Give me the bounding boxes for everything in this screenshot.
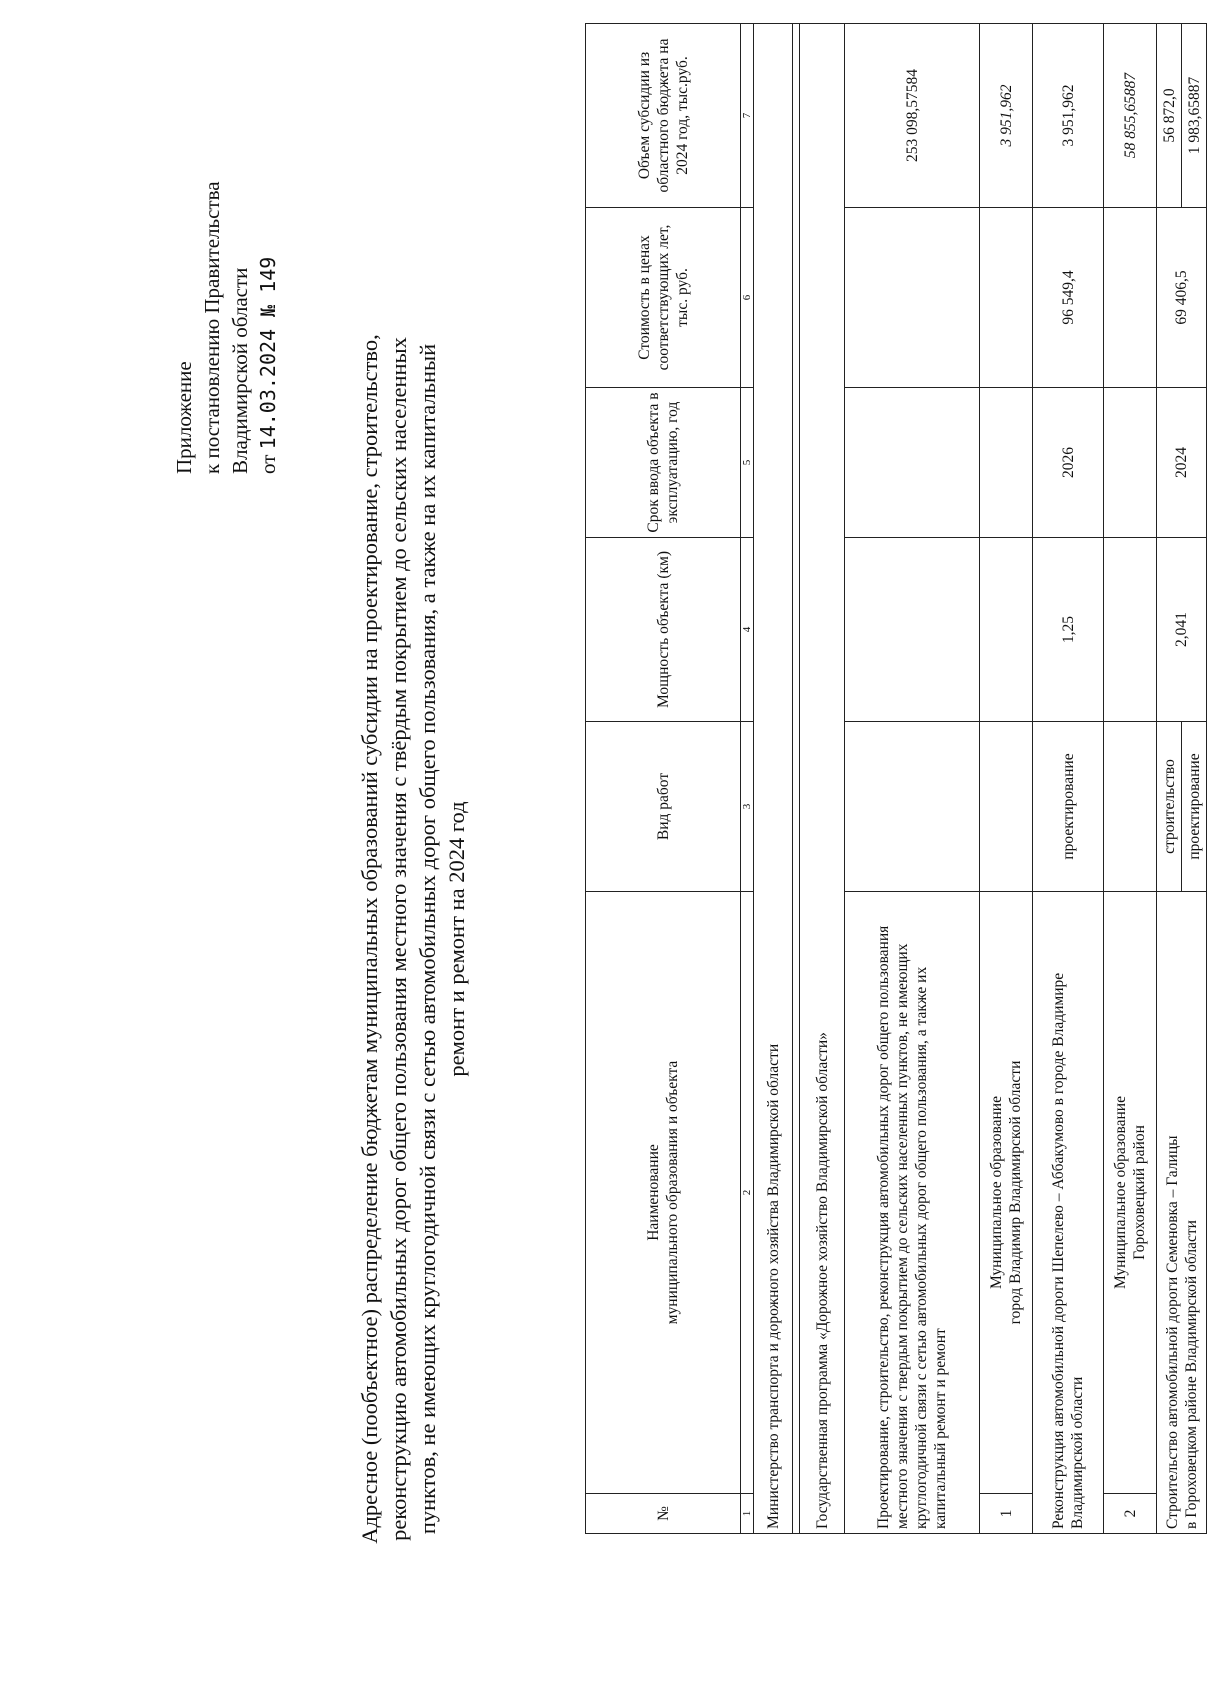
object-name: [1157, 892, 1207, 1534]
object-name-line-1: Строительство автомобильной дороги Семеновка – Галицы: [1163, 1135, 1181, 1529]
column-index: 1: [741, 1494, 754, 1534]
header-term: Срок ввода объекта в эксплуатацию, год: [586, 388, 741, 538]
municipality-name-line-2: Гороховецкий район: [1131, 1125, 1148, 1260]
approval-date: [254, 54, 282, 474]
object-subsidy: 1 983,65887: [1182, 24, 1207, 208]
municipality-num: 1: [980, 1494, 1033, 1534]
object-work: проектирование: [1182, 722, 1207, 892]
object-power: 1,25: [1033, 538, 1104, 722]
municipality-name-line-1: Муниципальное образование: [1112, 1096, 1129, 1289]
total-power: [845, 538, 980, 722]
document-title: [355, 219, 471, 1659]
municipality-name: [1104, 892, 1157, 1494]
municipality-term: [980, 388, 1033, 538]
object-term: 2024: [1157, 388, 1207, 538]
municipality-name: [980, 892, 1033, 1494]
approval-date-number: 14.03.2024 № 149: [256, 256, 280, 450]
object-term: 2026: [1033, 388, 1104, 538]
object-row-2a: [1157, 24, 1182, 1534]
table-header-row: [586, 24, 741, 1534]
object-name: Реконструкция автомобильной дороги Шепелево – Аббакумово в городе Владимире Владимирской области: [1033, 892, 1104, 1534]
municipality-term: [1104, 388, 1157, 538]
header-num: №: [586, 1494, 741, 1534]
approval-line-1: Приложение: [172, 361, 196, 474]
municipality-power: [980, 538, 1033, 722]
municipality-row-2: [1104, 24, 1157, 1534]
title-line-1: Адресное (пообъектное) распределение бюджетам муниципальных образований субсидии на проектирование, строительство,: [357, 334, 382, 1544]
separator-cell: [793, 24, 800, 1534]
municipality-name-line-2: город Владимир Владимирской области: [1007, 1060, 1024, 1325]
approval-line-2: к постановлению Правительства: [200, 181, 224, 474]
municipality-power: [1104, 538, 1157, 722]
program-name: Государственная программа «Дорожное хозяйство Владимирской области»: [800, 24, 845, 1534]
approval-line-3: Владимирской области: [228, 267, 252, 474]
object-name-line-2: в Гороховецком районе Владимирской области: [1182, 1220, 1200, 1529]
header-name-line-2: муниципального образования и объекта: [664, 1060, 681, 1325]
column-index: 6: [741, 208, 754, 388]
header-name-line-1: Наименование: [645, 1144, 662, 1241]
object-work: строительство: [1157, 722, 1182, 892]
municipality-subsidy: 58 855,65887: [1104, 24, 1157, 208]
municipality-cost: [1104, 208, 1157, 388]
ministry-row: [754, 24, 793, 1534]
title-line-3: пунктов, не имеющих круглогодичной связи с сетью автомобильных дорог общего пользования, а также на их капитальный: [415, 343, 440, 1535]
municipality-work: [1104, 722, 1157, 892]
column-index: 2: [741, 892, 754, 1494]
total-row: [845, 24, 980, 1534]
header-work: Вид работ: [586, 722, 741, 892]
municipality-num: 2: [1104, 1494, 1157, 1534]
column-index: 4: [741, 538, 754, 722]
title-line-2: реконструкцию автомобильных дорог общего пользования местного значения с твёрдым покрытием до сельских населенных: [386, 337, 411, 1541]
total-cost: [845, 208, 980, 388]
object-row-1: [1033, 24, 1104, 1534]
column-index: 7: [741, 24, 754, 208]
approval-date-prefix: от: [256, 454, 280, 474]
total-subsidy: 253 098,57584: [845, 24, 980, 208]
column-index: 3: [741, 722, 754, 892]
header-cost: Стоимость в ценах соответствующих лет, тыс. руб.: [586, 208, 741, 388]
object-power: 2,041: [1157, 538, 1207, 722]
municipality-work: [980, 722, 1033, 892]
total-description: Проектирование, строительство, реконструкция автомобильных дорог общего пользования местного значения с твердым покрытием до сельских населенных пунктов, не имеющих круглогодичной связи с сетью автомобильных дорог общего пользования, а также их капитальный ремонт и ремонт: [845, 892, 980, 1534]
column-index: 5: [741, 388, 754, 538]
approval-block: [170, 54, 282, 474]
total-term: [845, 388, 980, 538]
municipality-cost: [980, 208, 1033, 388]
object-cost: 69 406,5: [1157, 208, 1207, 388]
object-work: проектирование: [1033, 722, 1104, 892]
object-subsidy: 3 951,962: [1033, 24, 1104, 208]
total-work: [845, 722, 980, 892]
municipality-name-line-1: Муниципальное образование: [988, 1096, 1005, 1289]
column-index-row: [741, 24, 754, 1534]
municipality-subsidy: 3 951,962: [980, 24, 1033, 208]
municipality-row-1: [980, 24, 1033, 1534]
object-subsidy: 56 872,0: [1157, 24, 1182, 208]
object-cost: 96 549,4: [1033, 208, 1104, 388]
program-row: [800, 24, 845, 1534]
distribution-table: [585, 23, 1207, 1534]
header-name: [586, 892, 741, 1494]
ministry-name: Министерство транспорта и дорожного хозяйства Владимирской области: [754, 24, 793, 1534]
title-line-4: ремонт и ремонт на 2024 год: [444, 801, 469, 1077]
header-power: Мощность объекта (км): [586, 538, 741, 722]
separator-row: [793, 24, 800, 1534]
header-subsidy: Объем субсидии из областного бюджета на 2024 год, тыс.руб.: [586, 24, 741, 208]
